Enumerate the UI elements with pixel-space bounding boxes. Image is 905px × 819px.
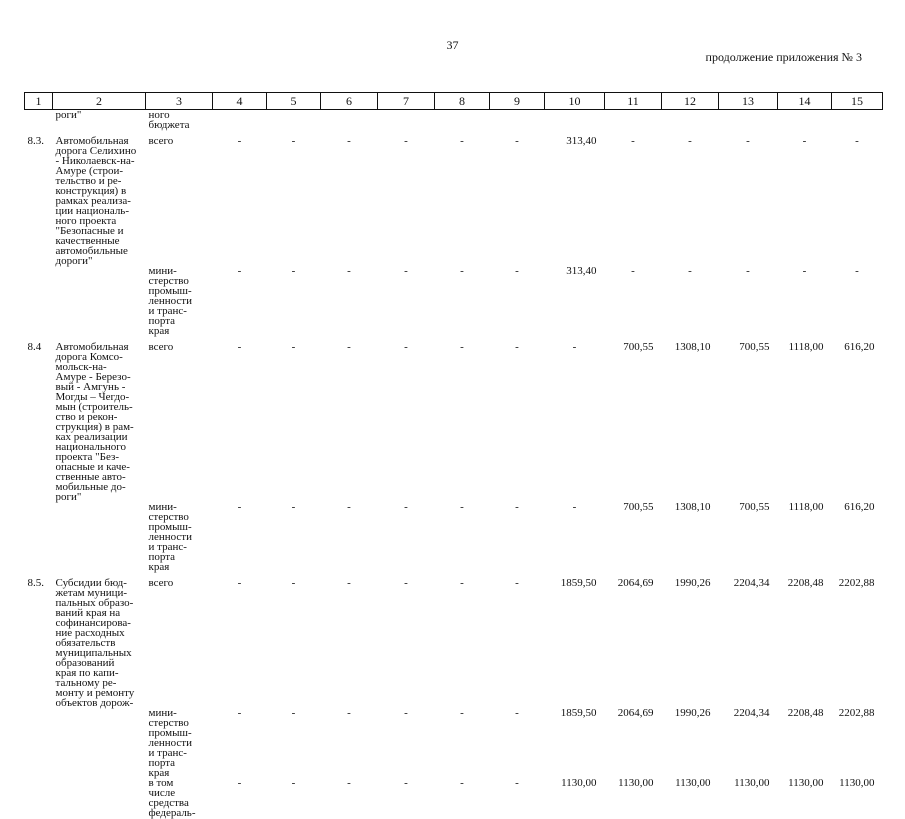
funding-source: ного бюджета (148, 109, 190, 131)
value-cell: 700,55 (623, 501, 654, 513)
value-cell: - (515, 577, 519, 589)
value-cell: 2208,48 (787, 577, 824, 589)
value-cell: - (515, 135, 519, 147)
item-number (25, 266, 53, 336)
value-cell: - (855, 135, 859, 147)
table-header-row (25, 93, 883, 110)
value-cell: - (237, 265, 242, 277)
value-cell: - (347, 501, 351, 513)
value-cell: - (460, 341, 464, 353)
value-cell (213, 110, 267, 131)
value-cell: 1118,00 (788, 501, 824, 513)
table-row (25, 708, 883, 778)
value-cell: - (291, 501, 296, 513)
value-cell: - (237, 577, 242, 589)
column-header-1: 1 (25, 93, 53, 110)
funding-source: мини- стерство промыш- ленности и транс- порта края (148, 707, 192, 779)
value-cell: - (404, 777, 408, 789)
value-cell: 700,55 (739, 501, 770, 513)
value-cell: 1118,00 (788, 341, 824, 353)
value-cell: 313,40 (566, 135, 597, 147)
funding-source: в том числе средства федераль- (148, 777, 196, 819)
value-cell: 700,55 (739, 341, 770, 353)
value-cell: 1130,00 (839, 777, 875, 789)
value-cell (267, 110, 321, 131)
value-cell: - (237, 135, 242, 147)
item-number: 8.4 (27, 341, 42, 353)
item-name: роги" (55, 109, 82, 121)
table-row (25, 778, 883, 818)
table-row (25, 342, 883, 502)
item-number (25, 110, 53, 131)
value-cell: - (347, 135, 351, 147)
value-cell: - (404, 577, 408, 589)
value-cell: 2064,69 (617, 707, 654, 719)
value-cell: - (688, 135, 692, 147)
value-cell: - (237, 501, 242, 513)
column-header-6: 6 (321, 93, 378, 110)
value-cell: - (460, 265, 464, 277)
value-cell: 1859,50 (560, 577, 597, 589)
value-cell: 616,20 (844, 501, 875, 513)
item-name: Автомобильная дорога Комсо- мольск-на- Амуре - Березо- вый - Амгунь - Могды – Чегдо- мын (строитель- ство и рекон- струкция) в рам- ках реализации национального проекта "Без- опасные и каче- ственные авто- мобильные до- роги" (55, 341, 134, 503)
funding-source: мини- стерство промыш- ленности и транс- порта края (148, 501, 192, 573)
value-cell: 2064,69 (617, 577, 654, 589)
column-header-7: 7 (378, 93, 435, 110)
funding-source: всего (148, 135, 174, 147)
value-cell: - (802, 265, 807, 277)
value-cell: - (404, 707, 408, 719)
value-cell: 2202,88 (838, 707, 875, 719)
column-header-9: 9 (490, 93, 545, 110)
value-cell: - (460, 707, 464, 719)
value-cell: - (404, 265, 408, 277)
value-cell (378, 110, 435, 131)
value-cell (321, 110, 378, 131)
value-cell (605, 110, 662, 131)
column-header-11: 11 (605, 93, 662, 110)
table-row (25, 502, 883, 572)
table-row (25, 266, 883, 336)
value-cell: - (515, 707, 519, 719)
table-row (25, 110, 883, 131)
value-cell: 1308,10 (674, 501, 711, 513)
value-cell: - (515, 501, 519, 513)
column-header-4: 4 (213, 93, 267, 110)
column-header-15: 15 (832, 93, 883, 110)
value-cell: - (802, 135, 807, 147)
value-cell: 1308,10 (674, 341, 711, 353)
value-cell: - (515, 341, 519, 353)
value-cell: 1990,26 (674, 577, 711, 589)
value-cell: 2204,34 (733, 577, 770, 589)
column-header-14: 14 (778, 93, 832, 110)
value-cell: - (855, 265, 859, 277)
appendix-continuation-label: продолжение приложения № 3 (705, 50, 862, 64)
value-cell: - (515, 777, 519, 789)
value-cell: - (291, 135, 296, 147)
column-header-8: 8 (435, 93, 490, 110)
table-row (25, 136, 883, 266)
value-cell: 2202,88 (838, 577, 875, 589)
item-number (25, 502, 53, 572)
value-cell: 1130,00 (675, 777, 711, 789)
item-name: Субсидии бюд- жетам муници- пальных образо- ваний края на софинансирова- ние расходных обязательств муниципальных образований края по капи- тальному ре- монту и ремонту объектов дорож- (55, 577, 135, 709)
value-cell: - (347, 265, 351, 277)
page-number: 37 (446, 38, 459, 52)
value-cell: 700,55 (623, 341, 654, 353)
table-row (25, 578, 883, 708)
value-cell: - (291, 777, 296, 789)
value-cell: - (746, 135, 750, 147)
value-cell: - (631, 265, 635, 277)
item-name (53, 778, 146, 818)
value-cell: 1990,26 (674, 707, 711, 719)
value-cell: - (460, 577, 464, 589)
value-cell: 1130,00 (618, 777, 654, 789)
value-cell: - (291, 265, 296, 277)
item-name (53, 708, 146, 778)
value-cell (435, 110, 490, 131)
value-cell: - (347, 577, 351, 589)
value-cell (662, 110, 719, 131)
value-cell: - (515, 265, 519, 277)
column-header-3: 3 (146, 93, 213, 110)
value-cell: 2208,48 (787, 707, 824, 719)
item-number (25, 778, 53, 818)
column-header-10: 10 (545, 93, 605, 110)
value-cell: - (347, 777, 351, 789)
item-number: 8.3. (27, 135, 44, 147)
value-cell (832, 110, 883, 131)
column-header-5: 5 (267, 93, 321, 110)
funding-source: мини- стерство промыш- ленности и транс- порта края (148, 265, 192, 337)
value-cell: 313,40 (566, 265, 597, 277)
item-name: Автомобильная дорога Селихино - Николаевск-на- Амуре (строи- тельство и ре- конструкция) в рамках реализа- ции националь- ного проекта "Безопасные и качественные автомобильные дороги" (55, 135, 137, 267)
value-cell: - (347, 707, 351, 719)
value-cell: 1130,00 (561, 777, 597, 789)
value-cell (545, 110, 605, 131)
value-cell: - (404, 135, 408, 147)
value-cell: - (688, 265, 692, 277)
funding-source: всего (148, 341, 174, 353)
value-cell: 2204,34 (733, 707, 770, 719)
value-cell: 616,20 (844, 341, 875, 353)
value-cell: - (291, 707, 296, 719)
item-name (53, 266, 146, 336)
value-cell: - (460, 777, 464, 789)
budget-table (24, 92, 883, 818)
value-cell (719, 110, 778, 131)
value-cell: - (237, 707, 242, 719)
column-header-13: 13 (719, 93, 778, 110)
item-name (53, 502, 146, 572)
column-header-2: 2 (53, 93, 146, 110)
value-cell: - (460, 135, 464, 147)
value-cell: - (460, 501, 464, 513)
funding-source: всего (148, 577, 174, 589)
column-header-12: 12 (662, 93, 719, 110)
value-cell: - (746, 265, 750, 277)
value-cell (778, 110, 832, 131)
value-cell: - (237, 777, 242, 789)
value-cell: 1130,00 (788, 777, 824, 789)
value-cell: - (404, 341, 408, 353)
value-cell: 1859,50 (560, 707, 597, 719)
value-cell: 1130,00 (734, 777, 770, 789)
value-cell: - (291, 577, 296, 589)
value-cell (490, 110, 545, 131)
value-cell: - (237, 341, 242, 353)
value-cell: - (631, 135, 635, 147)
value-cell: - (572, 341, 577, 353)
value-cell: - (347, 341, 351, 353)
value-cell: - (291, 341, 296, 353)
item-number: 8.5. (27, 577, 44, 589)
value-cell: - (572, 501, 577, 513)
value-cell: - (404, 501, 408, 513)
item-number (25, 708, 53, 778)
